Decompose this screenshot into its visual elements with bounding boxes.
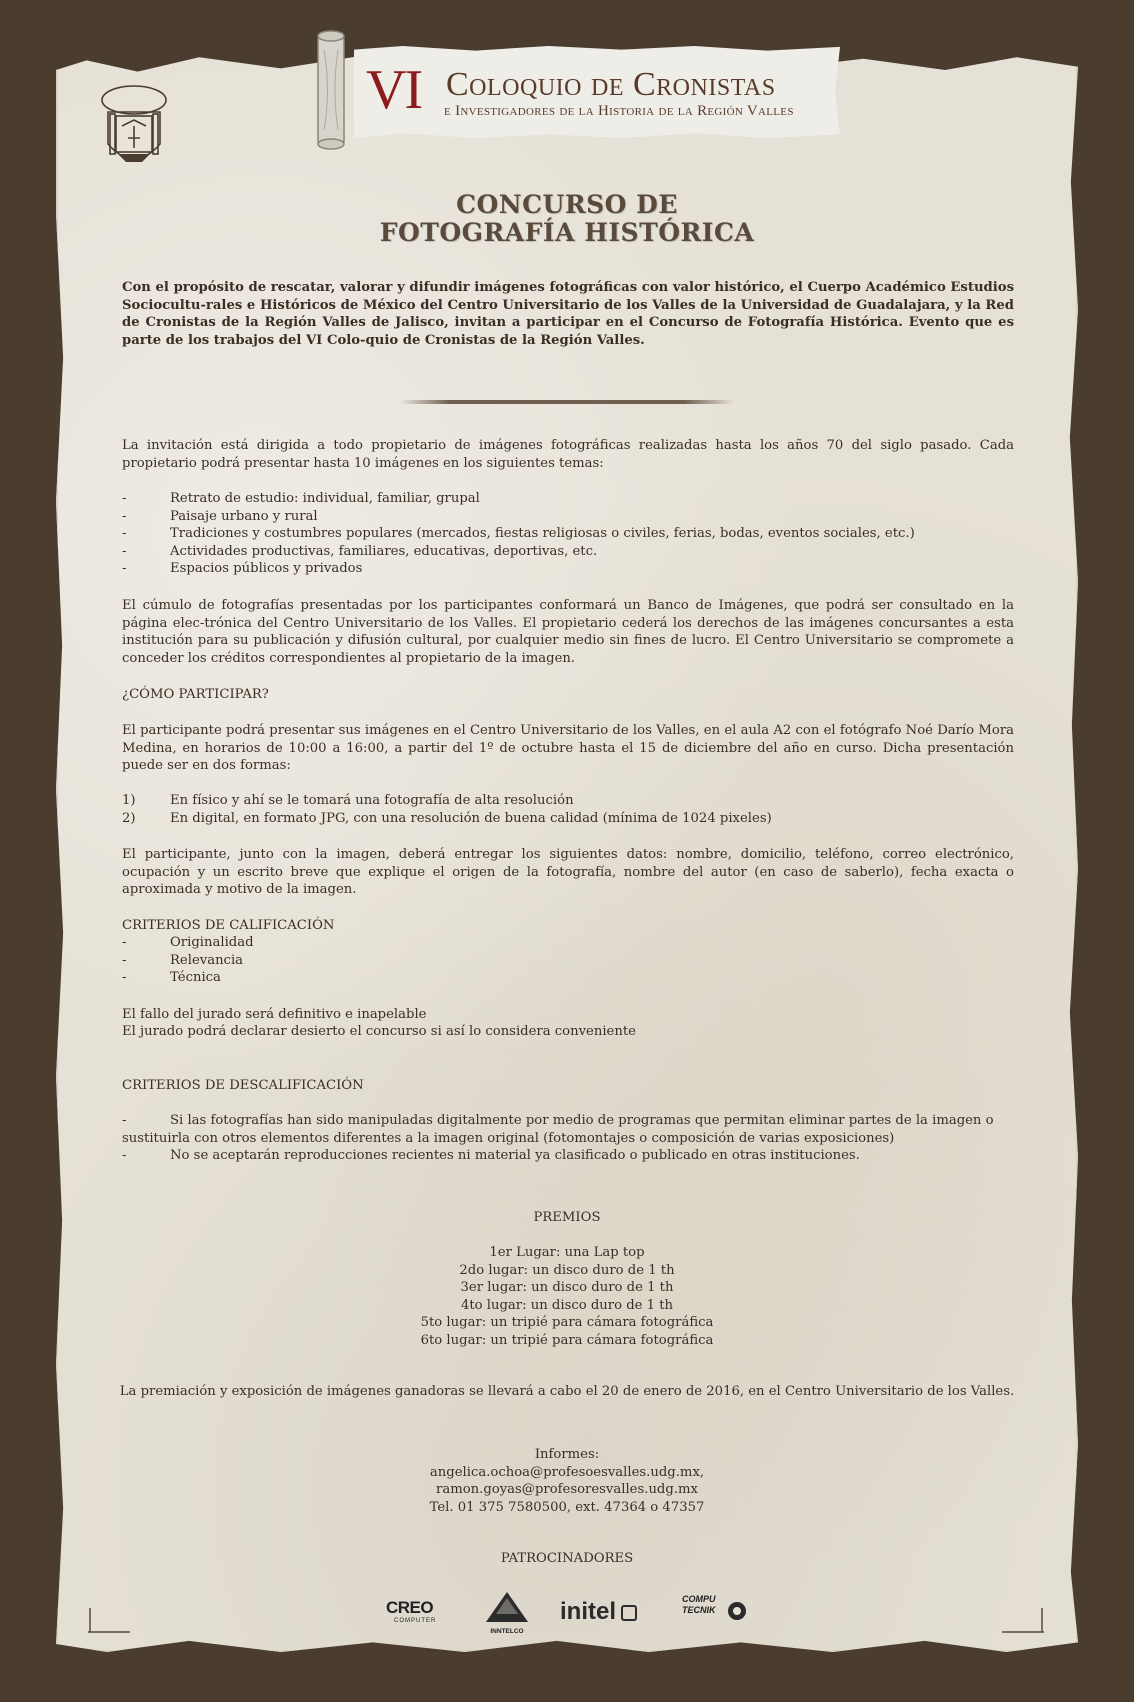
theme-text: Actividades productivas, familiares, educativas, deportivas, etc. <box>170 543 598 559</box>
disq-text: No se aceptarán reproducciones recientes ni material ya clasificado o publicado en otras instituciones. <box>170 1148 860 1164</box>
disq-text: Si las fotografías han sido manipuladas digitalmente por medio de programas que permitan eliminar partes de la imagen o <box>170 1113 994 1128</box>
page-title-line2: FOTOGRAFÍA HISTÓRICA <box>379 218 755 247</box>
bullet: - <box>122 491 127 506</box>
image-bank-paragraph: El cúmulo de fotografías presentadas por los participantes conformará un Banco de Imágenes, que podrá ser consultado en la página elec-trónica del Centro Universitario de los Valles. El propietario cederá los derechos de las imágenes concursantes a esta institución para su publicación y difusión cultural, por cualquier medio sin fines de lucro. El Centro Universitario se compromete a conceder los créditos correspondientes al propietario de la imagen. <box>122 598 1014 666</box>
prizes-heading: PREMIOS <box>533 1210 601 1225</box>
themes-list <box>122 490 1014 578</box>
list-item <box>122 525 1014 543</box>
jury-line-1: El fallo del jurado será definitivo e inapelable <box>122 1007 427 1022</box>
list-item <box>122 792 1014 810</box>
bullet: - <box>122 970 127 986</box>
list-item <box>122 543 1014 561</box>
prize-item: 6to lugar: un tripié para cámara fotográfica <box>420 1332 714 1348</box>
sponsor-name: CREO <box>386 1598 434 1617</box>
list-item <box>122 560 1014 578</box>
sponsor-name: initel <box>560 1598 617 1625</box>
sponsor-name: INNTELCO <box>490 1628 524 1635</box>
divider <box>400 400 734 404</box>
contact-block <box>56 1446 1078 1516</box>
list-item <box>122 934 1014 952</box>
banner-title: Coloquio de Cronistas <box>446 66 776 103</box>
bullet: - <box>122 1148 127 1164</box>
bullet: - <box>122 952 127 968</box>
criterion-text: Originalidad <box>170 935 254 950</box>
award-paragraph: La premiación y exposición de imágenes ganadoras se llevará a cabo el 20 de enero de 2016, en el Centro Universitario de los Valles. <box>119 1384 1015 1399</box>
theme-text: Tradiciones y costumbres populares (mercados, fiestas religiosas o civiles, ferias, bodas, eventos sociales, etc.) <box>170 526 915 542</box>
prize-item: 4to lugar: un disco duro de 1 th <box>460 1297 674 1313</box>
list-item <box>122 1147 1014 1165</box>
bullet: - <box>122 1113 127 1128</box>
prize-item: 3er lugar: un disco duro de 1 th <box>460 1280 674 1296</box>
contact-email-1[interactable]: angelica.ochoa@profesoesvalles.udg.mx, <box>429 1464 705 1480</box>
corner-ornament-icon <box>1000 1606 1046 1636</box>
page-title-line1: CONCURSO DE <box>456 190 678 219</box>
invitation-paragraph: La invitación está dirigida a todo propietario de imágenes fotográficas realizadas hasta los años 70 del siglo pasado. Cada propietario podrá presentar hasta 10 imágenes en los siguientes temas: <box>122 438 1014 471</box>
theme-text: Retrato de estudio: individual, familiar, grupal <box>170 491 480 506</box>
banner-numeral: VI <box>366 59 422 121</box>
contact-email-2[interactable]: ramon.goyas@profesoresvalles.udg.mx <box>436 1482 698 1498</box>
banner-subtitle: e Investigadores de la Historia de la Región Valles <box>444 103 794 119</box>
list-item <box>122 1112 1014 1130</box>
compu-tecnik-circle-icon <box>726 1600 748 1622</box>
bullet: - <box>122 543 127 559</box>
prize-item: 2do lugar: un disco duro de 1 th <box>459 1262 675 1278</box>
disq-text-continued: sustituirla con otros elementos diferentes a la imagen original (fotomontajes o composición de varias exposiciones) <box>122 1130 895 1146</box>
corner-ornament-icon <box>86 1606 132 1636</box>
bullet: - <box>122 561 127 577</box>
required-data-paragraph: El participante, junto con la imagen, deberá entregar los siguientes datos: nombre, domicilio, teléfono, correo electrónico, ocupación y un escrito breve que explique el origen de la fotografía, nombre del autor (en caso de saberlo), fecha exacta o aproximada y motivo de la imagen. <box>122 847 1014 898</box>
criterion-text: Técnica <box>170 970 221 986</box>
list-number: 1) <box>122 793 136 808</box>
initel-logo-icon <box>560 1598 650 1632</box>
sponsor-name: COMPU TECNIK <box>682 1594 716 1615</box>
criteria-heading: CRITERIOS DE CALIFICACIÓN <box>122 918 335 933</box>
prizes-list <box>56 1244 1078 1350</box>
prize-item: 1er Lugar: una Lap top <box>489 1245 645 1260</box>
inntelco-mountain-icon <box>480 1590 534 1624</box>
list-item <box>122 952 1014 970</box>
inntelco-logo-icon <box>480 1590 534 1636</box>
list-number: 2) <box>122 810 136 826</box>
form-text: En físico y ahí se le tomará una fotografía de alta resolución <box>170 793 574 808</box>
theme-text: Espacios públicos y privados <box>170 561 363 577</box>
bullet: - <box>122 526 127 542</box>
creo-logo-icon <box>386 1598 446 1632</box>
forms-list <box>122 792 1014 827</box>
contact-phone: Tel. 01 375 7580500, ext. 47364 o 47357 <box>429 1499 705 1515</box>
list-item <box>122 490 1014 508</box>
sponsor-sub: COMPUTER <box>394 1618 437 1624</box>
sponsors-heading: PATROCINADORES <box>500 1551 634 1566</box>
bullet: - <box>122 935 127 950</box>
form-text: En digital, en formato JPG, con una resolución de buena calidad (mínima de 1024 pixeles) <box>170 810 772 826</box>
university-seal-icon <box>98 82 170 174</box>
criteria-list <box>122 934 1014 987</box>
scroll-icon <box>308 30 354 150</box>
jury-line-2: El jurado podrá declarar desierto el concurso si así lo considera conveniente <box>122 1024 636 1039</box>
initel-square-icon <box>621 1605 637 1621</box>
list-item-continuation <box>122 1130 1014 1148</box>
theme-text: Paisaje urbano y rural <box>170 508 318 524</box>
bullet: - <box>122 508 127 524</box>
list-item <box>122 508 1014 526</box>
contact-heading: Informes: <box>534 1447 600 1462</box>
compu-tecnik-logo-icon <box>682 1594 752 1634</box>
list-item <box>122 969 1014 987</box>
intro-paragraph: Con el propósito de rescatar, valorar y difundir imágenes fotográficas con valor histórico, el Cuerpo Académico Estudios Sociocultu-rales e Históricos de México del Centro Universitario de los Valles de la Universidad de Guadalajara, y la Red de Cronistas de la Región Valles de Jalisco, invitan a participar en el Concurso de Fotografía Histórica. Evento que es parte de los trabajos del VI Colo-quio de Cronistas de la Región Valles. <box>122 280 1014 348</box>
list-item <box>122 810 1014 828</box>
disqualification-heading: CRITERIOS DE DESCALIFICACIÓN <box>122 1078 364 1093</box>
how-paragraph: El participante podrá presentar sus imágenes en el Centro Universitario de los Valles, en el aula A2 con el fotógrafo Noé Darío Mora Medina, en horarios de 10:00 a 16:00, a partir del 1º de octubre hasta el 15 de diciembre del año en curso. Dicha presentación puede ser en dos formas: <box>122 723 1014 774</box>
prize-item: 5to lugar: un tripié para cámara fotográfica <box>420 1315 714 1331</box>
disqualification-list <box>122 1112 1014 1165</box>
how-heading: ¿CÓMO PARTICIPAR? <box>122 687 269 702</box>
criterion-text: Relevancia <box>170 952 244 968</box>
